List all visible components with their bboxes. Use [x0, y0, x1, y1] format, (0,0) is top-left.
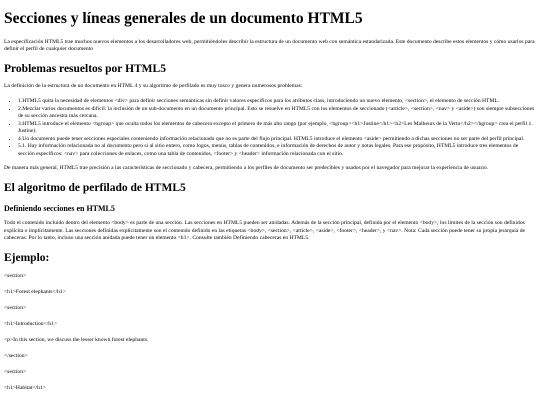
example-code-line: <h1>Habitat</h1> [4, 385, 46, 392]
example-code-line: <section> [4, 369, 27, 376]
problems-list-item: • 4.Un documento puede tener secciones especiales conteniendo información relacionado que no es parte del flujo principal. HTML5 introduce el elemento <aside> permitiendo a dichas secciones no ser parte del perfil principal. [18, 136, 536, 144]
problems-list-item: • 5.1. Hay información relacionada no al documento pero si al sitio entero, como logos, menús, tablas de contenidos, e información de derechos de autor y notas legales. Para ese propósito, HTML5 introduce tres elementos de sección específicos: <nav> para colecciones de enlaces, como una tabla de contenidos, <footer> y <header> información relacionada con el sitio. [18, 143, 536, 158]
example-code-line: <h1>Introduction</h1> [4, 320, 58, 327]
example-heading: Ejemplo: [4, 251, 50, 264]
example-code-line: <section> [4, 272, 27, 279]
problems-list [4, 98, 536, 158]
algorithm-heading: El algoritmo de perfilado de HTML5 [4, 181, 186, 194]
problems-list-item: • 1.HTML5 quita la necesidad de elementos <div> para definir secciones semánticas sin definir valores específicos para los atributos class, introduciendo un nuevo elemento, <section>, el elemento de sección HTML. [18, 98, 536, 106]
sections-subheading: Definiendo secciones en HTML5 [4, 203, 115, 213]
example-code-line: </section> [4, 353, 28, 360]
problems-closing: De manera más general, HTML5 trae precisión a las características de seccionado y cabecera, permitiendo a los perfiles de documento ser predecibles y usados por el navegador para mejorar la experiencia de usuario. [4, 165, 489, 172]
example-code-line: <section> [4, 304, 27, 311]
example-code-block [4, 273, 536, 393]
problems-list-item: • 2.Mezclar varios documentos es difícil: la inclusión de un sub-documento en un documento principal. Esto se resuelve en HTML5 con los elementos de seccionado (<article>, <section>, <nav> y <aside>) son siempre subsecciones de su sección ancestra más cercana. [18, 106, 536, 121]
sections-paragraph: Todo el contenido incluido dentro del elemento <body> es parte de una sección. Las secciones en HTML5 pueden ser anidadas. Además de la sección principal, definida por el elemento <body>, los límites de la sección son definidos explícita o implícitamente. Las secciones definidas explícitamente son el contenido definido en las etiquetas <body>, <section>, <article>, <aside>, <footer>, <header>, y <nav>. Nota: Cada sección puede tener su propia jerarquía de cabeceras. Por lo tanto, incluso una sección anidada puede tener un elemento <h1>. Consulte también Definiendo cabeceras en HTML5. [4, 220, 526, 242]
problems-list-item: • 3.HTML5 introduce el elemento <hgroup> que oculta todos los elementos de cabecera excepto el primero de más alto rango (por ejemplo, <hgroup><h1>Justine</h1><h2>Les Malheurs de la Vertu</h2></hgroup> crea el perfil 1. Justine). [18, 121, 536, 136]
problems-heading: Problemas resueltos por HTML5 [4, 62, 166, 75]
intro-paragraph: La especificación HTML5 trae muchos nuevos elementos a los desarrolladores web, permitiéndoles describir la estructura de un documento web con semántica estandarizada. Este documento describe estos elementos y cómo usarlos para definir el perfil de cualquier documento [4, 38, 535, 53]
problems-lead: La definición de la estructura de un documento en HTML 4 y su algoritmo de perfilado es muy tosco y genera numerosos problemas: [4, 83, 303, 90]
example-code-line: <h1>Forest elephants</h1> [4, 288, 66, 295]
page-title: Secciones y líneas generales de un documento HTML5 [4, 10, 363, 27]
example-code-line: <p>In this section, we discuss the lesser known forest elephants. [4, 336, 149, 343]
